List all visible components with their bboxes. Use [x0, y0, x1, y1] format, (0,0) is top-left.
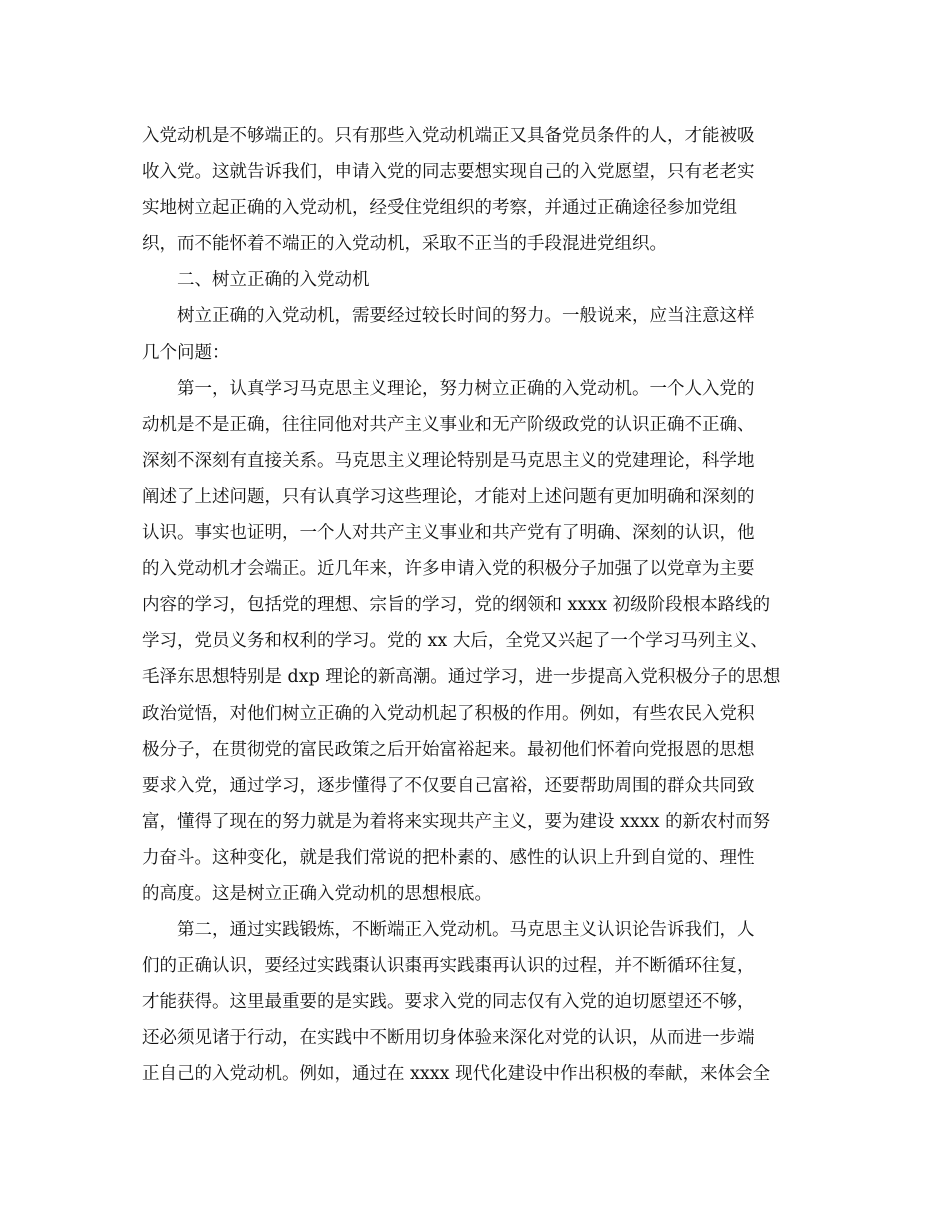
paragraph-first-line: 第一，认真学习马克思主义理论，努力树立正确的入党动机。一个人入党的: [177, 378, 755, 399]
text-line: 织，而不能怀着不端正的入党动机，采取不正当的手段混进党组织。: [142, 234, 667, 255]
text-line: 阐述了上述问题，只有认真学习这些理论，才能对上述问题有更加明确和深刻的: [142, 486, 755, 507]
text-line: 毛泽东思想特别是 dxp 理论的新高潮。通过学习，进一步提高入党积极分子的思想: [142, 667, 781, 688]
text-line: 收入党。这就告诉我们，申请入党的同志要想实现自己的入党愿望，只有老老实: [142, 162, 755, 183]
paragraph-first-line: 树立正确的入党动机，需要经过较长时间的努力。一般说来，应当注意这样: [177, 306, 755, 327]
text-line: 的入党动机才会端正。近几年来，许多申请入党的积极分子加强了以党章为主要: [142, 559, 755, 580]
text-line: 力奋斗。这种变化，就是我们常说的把朴素的、感性的认识上升到自觉的、理性: [142, 847, 755, 868]
text-line: 政治觉悟，对他们树立正确的入党动机起了积极的作用。例如，有些农民入党积: [142, 703, 755, 724]
text-line: 正自己的入党动机。例如，通过在 xxxx 现代化建设中作出积极的奉献，来体会全: [142, 1064, 771, 1085]
text-line: 才能获得。这里最重要的是实践。要求入党的同志仅有入党的迫切愿望还不够，: [142, 992, 755, 1013]
text-line: 认识。事实也证明，一个人对共产主义事业和共产党有了明确、深刻的认识，他: [142, 523, 755, 544]
text-line: 内容的学习，包括党的理想、宗旨的学习，党的纲领和 xxxx 初级阶段根本路线的: [142, 595, 771, 616]
text-line: 的高度。这是树立正确入党动机的思想根底。: [142, 883, 492, 904]
text-line: 入党动机是不够端正的。只有那些入党动机端正又具备党员条件的人，才能被吸: [142, 126, 755, 146]
text-line: 们的正确认识，要经过实践棗认识棗再实践棗再认识的过程，并不断循环往复，: [142, 956, 755, 977]
text-line: 要求入党，通过学习，逐步懂得了不仅要自己富裕，还要帮助周围的群众共同致: [142, 775, 755, 796]
text-line: 学习，党员义务和权利的学习。党的 xx 大后，全党又兴起了一个学习马列主义、: [142, 631, 768, 652]
text-line: 富，懂得了现在的努力就是为着将来实现共产主义，要为建设 xxxx 的新农村而努: [142, 811, 771, 832]
text-line: 动机是不是正确，往往同他对共产主义事业和无产阶级政党的认识正确不正确、: [142, 414, 755, 435]
text-line: 几个问题：: [142, 342, 230, 363]
document-body: [142, 118, 812, 1093]
section-heading: 二、树立正确的入党动机: [177, 270, 370, 291]
paragraph-first-line: 第二，通过实践锻炼，不断端正入党动机。马克思主义认识论告诉我们，人: [177, 920, 755, 941]
text-line: 极分子，在贯彻党的富民政策之后开始富裕起来。最初他们怀着向党报恩的思想: [142, 739, 755, 760]
text-line: 实地树立起正确的入党动机，经受住党组织的考察，并通过正确途径参加党组: [142, 198, 737, 219]
text-line: 还必须见诸于行动，在实践中不断用切身体验来深化对党的认识，从而进一步端: [142, 1028, 755, 1049]
text-line: 深刻不深刻有直接关系。马克思主义理论特别是马克思主义的党建理论，科学地: [142, 450, 755, 471]
